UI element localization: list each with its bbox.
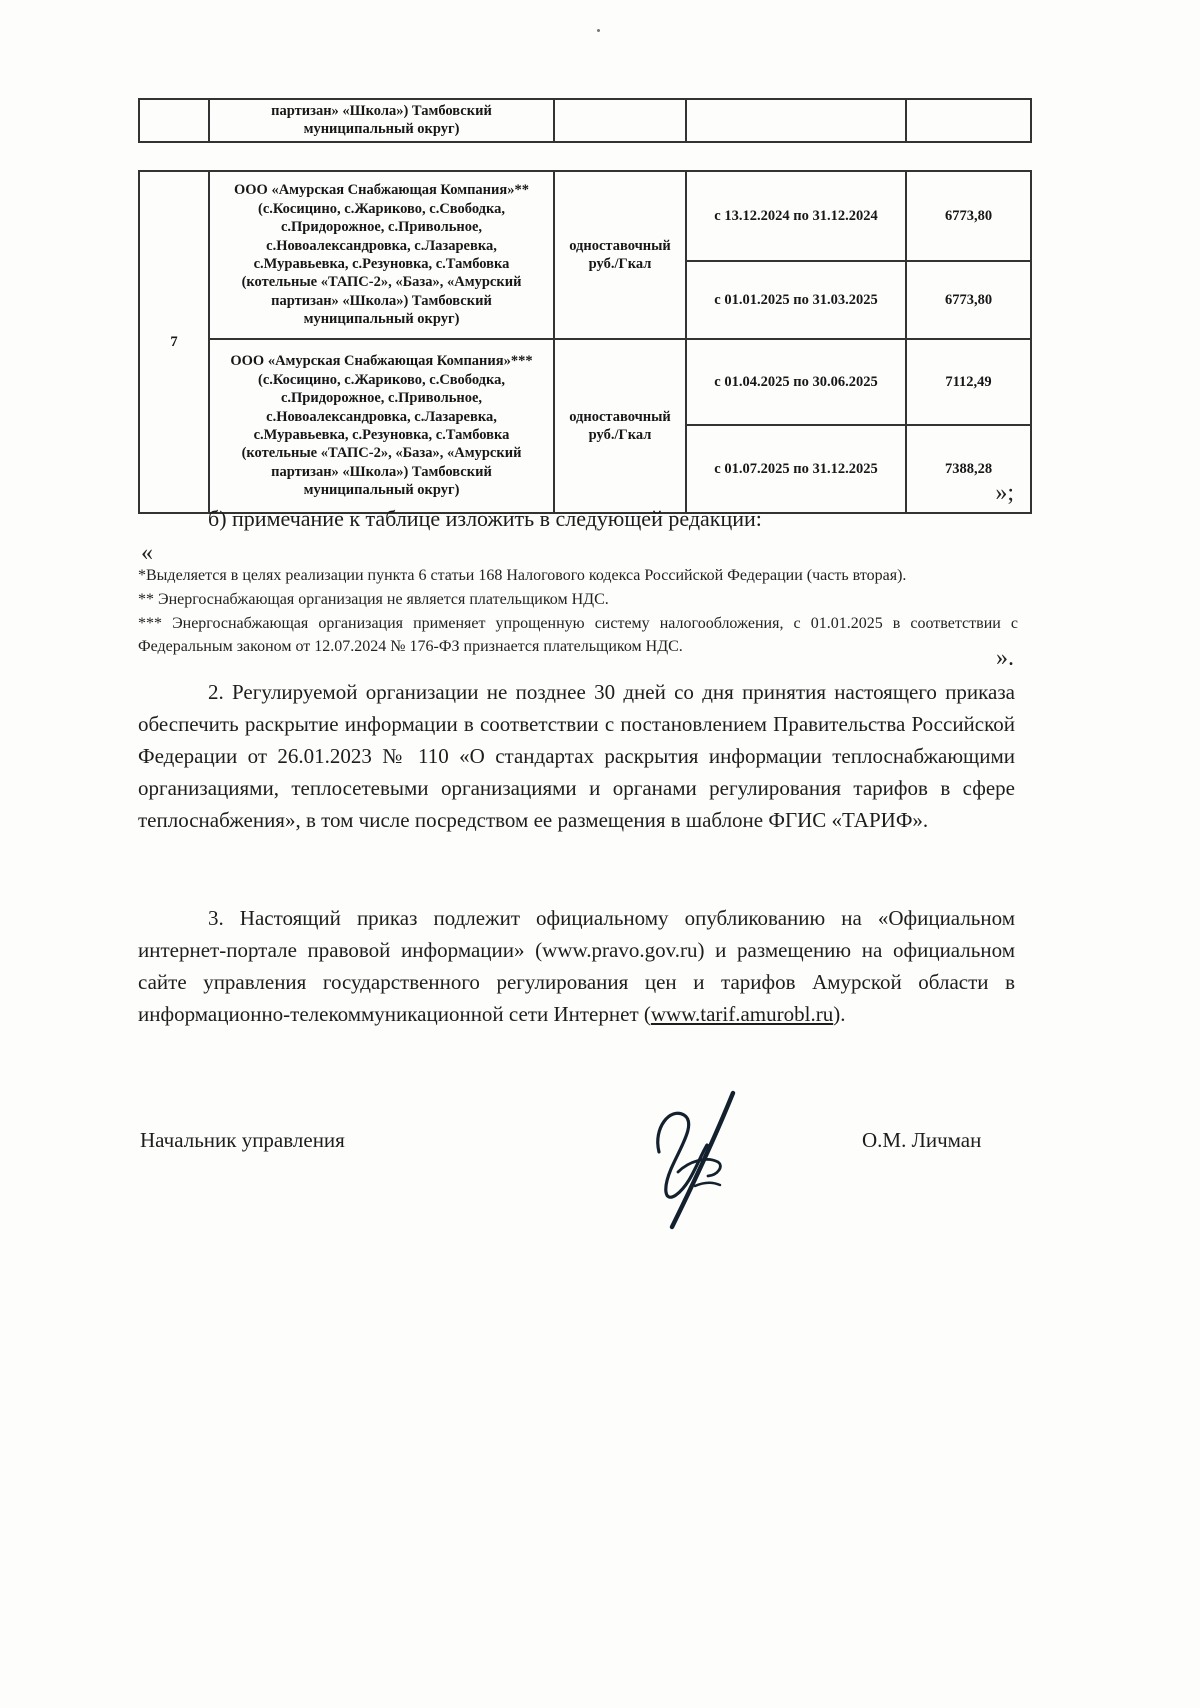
signature-autograph bbox=[612, 1090, 777, 1230]
organization-cell: ООО «Амурская Снабжающая Компания»** (с.Косицино, с.Жариково, с.Свободка, с.Придорожное, с.Привольное, с.Новоалександровка, с.Лазаревка, с.Муравьевка, с.Резуновка, с.Тамбовка (котельные «ТАПС-2», «База», «Амурский партизан» «Школа») Тамбовский муниципальный округ) bbox=[209, 171, 554, 339]
scan-artifact-dot bbox=[597, 29, 600, 32]
period-cell bbox=[686, 99, 906, 142]
period-cell: с 01.04.2025 по 30.06.2025 bbox=[686, 339, 906, 425]
table-fragment bbox=[138, 98, 1032, 143]
signer-position: Начальник управления bbox=[140, 1128, 345, 1152]
paragraph-2: 2. Регулируемой организации не позднее 30 дней со дня принятия настоящего приказа обеспечить раскрытие информации в соответствии с постановлением Правительства Российской Федерации от 26.01.2023 № 110 «О стандартах раскрытия информации теплоснабжающими организациями, теплосетевыми организациями и органами регулирования тарифов в сфере теплоснабжения», в том числе посредством ее размещения в шаблоне ФГИС «ТАРИФ». bbox=[138, 680, 1015, 832]
closing-quote-semicolon: »; bbox=[995, 480, 1014, 506]
tariff-type-cell: одноставочный руб./Гкал bbox=[554, 171, 686, 339]
value-cell: 6773,80 bbox=[906, 171, 1031, 261]
link-pravo-gov-ru[interactable]: www.pravo.gov.ru bbox=[542, 938, 698, 962]
tariff-type-cell bbox=[554, 99, 686, 142]
value-cell: 7112,49 bbox=[906, 339, 1031, 425]
paragraph-3 bbox=[138, 902, 1015, 1030]
paragraph-3-text: ). bbox=[833, 1002, 846, 1026]
period-cell: с 01.01.2025 по 31.03.2025 bbox=[686, 261, 906, 339]
organization-cell: ООО «Амурская Снабжающая Компания»***(с.Косицино, с.Жариково, с.Свободка, с.Придорожное, с.Привольное, с.Новоалександровка, с.Лазаревка, с.Муравьевка, с.Резуновка, с.Тамбовка (котельные «ТАПС-2», «База», «Амурский партизан» «Школа») Тамбовский муниципальный округ) bbox=[209, 339, 554, 513]
value-cell: 7388,28 bbox=[906, 425, 1031, 513]
footnote-2: ** Энергоснабжающая организация не является плательщиком НДС. bbox=[138, 591, 609, 608]
tariff-table bbox=[138, 170, 1032, 514]
row-number-cell: 7 bbox=[139, 171, 209, 513]
paragraph-3-text: 3. Настоящий приказ подлежит официальному опубликованию на «Официальном интернет-портале правовой информации» ( bbox=[138, 906, 1015, 962]
table-row bbox=[139, 339, 1031, 425]
value-cell: 6773,80 bbox=[906, 261, 1031, 339]
opening-quote: « bbox=[141, 540, 153, 566]
table-row bbox=[139, 171, 1031, 261]
tariff-type-cell: одноставочный руб./Гкал bbox=[554, 339, 686, 513]
value-cell bbox=[906, 99, 1031, 142]
link-tarif-amurobl-ru[interactable]: www.tarif.amurobl.ru bbox=[650, 1002, 834, 1026]
closing-quote-period: ». bbox=[996, 645, 1014, 671]
period-cell: с 13.12.2024 по 31.12.2024 bbox=[686, 171, 906, 261]
footnote-3: *** Энергоснабжающая организация применяет упрощенную систему налогообложения, с 01.01.2025 в соответствии с Федеральным законом от 12.07.2024 № 176-ФЗ признается плательщиком НДС. bbox=[138, 615, 1018, 655]
organization-cell: партизан» «Школа») Тамбовский муниципальный округ) bbox=[209, 99, 554, 142]
table-row bbox=[139, 99, 1031, 142]
footnotes-block bbox=[138, 564, 1018, 659]
signer-name: О.М. Личман bbox=[862, 1128, 982, 1152]
row-number-cell bbox=[139, 99, 209, 142]
footnote-1: *Выделяется в целях реализации пункта 6 статьи 168 Налогового кодекса Российской Федерации (часть вторая). bbox=[138, 567, 907, 584]
note-heading: б) примечание к таблице изложить в следующей редакции: bbox=[208, 506, 762, 531]
period-cell: с 01.07.2025 по 31.12.2025 bbox=[686, 425, 906, 513]
paragraph-3-text: ) и размещению на официальном сайте управления государственного регулирования цен и тарифов Амурской области в информационно-телекоммуникационной сети Интернет ( bbox=[138, 938, 1015, 1026]
